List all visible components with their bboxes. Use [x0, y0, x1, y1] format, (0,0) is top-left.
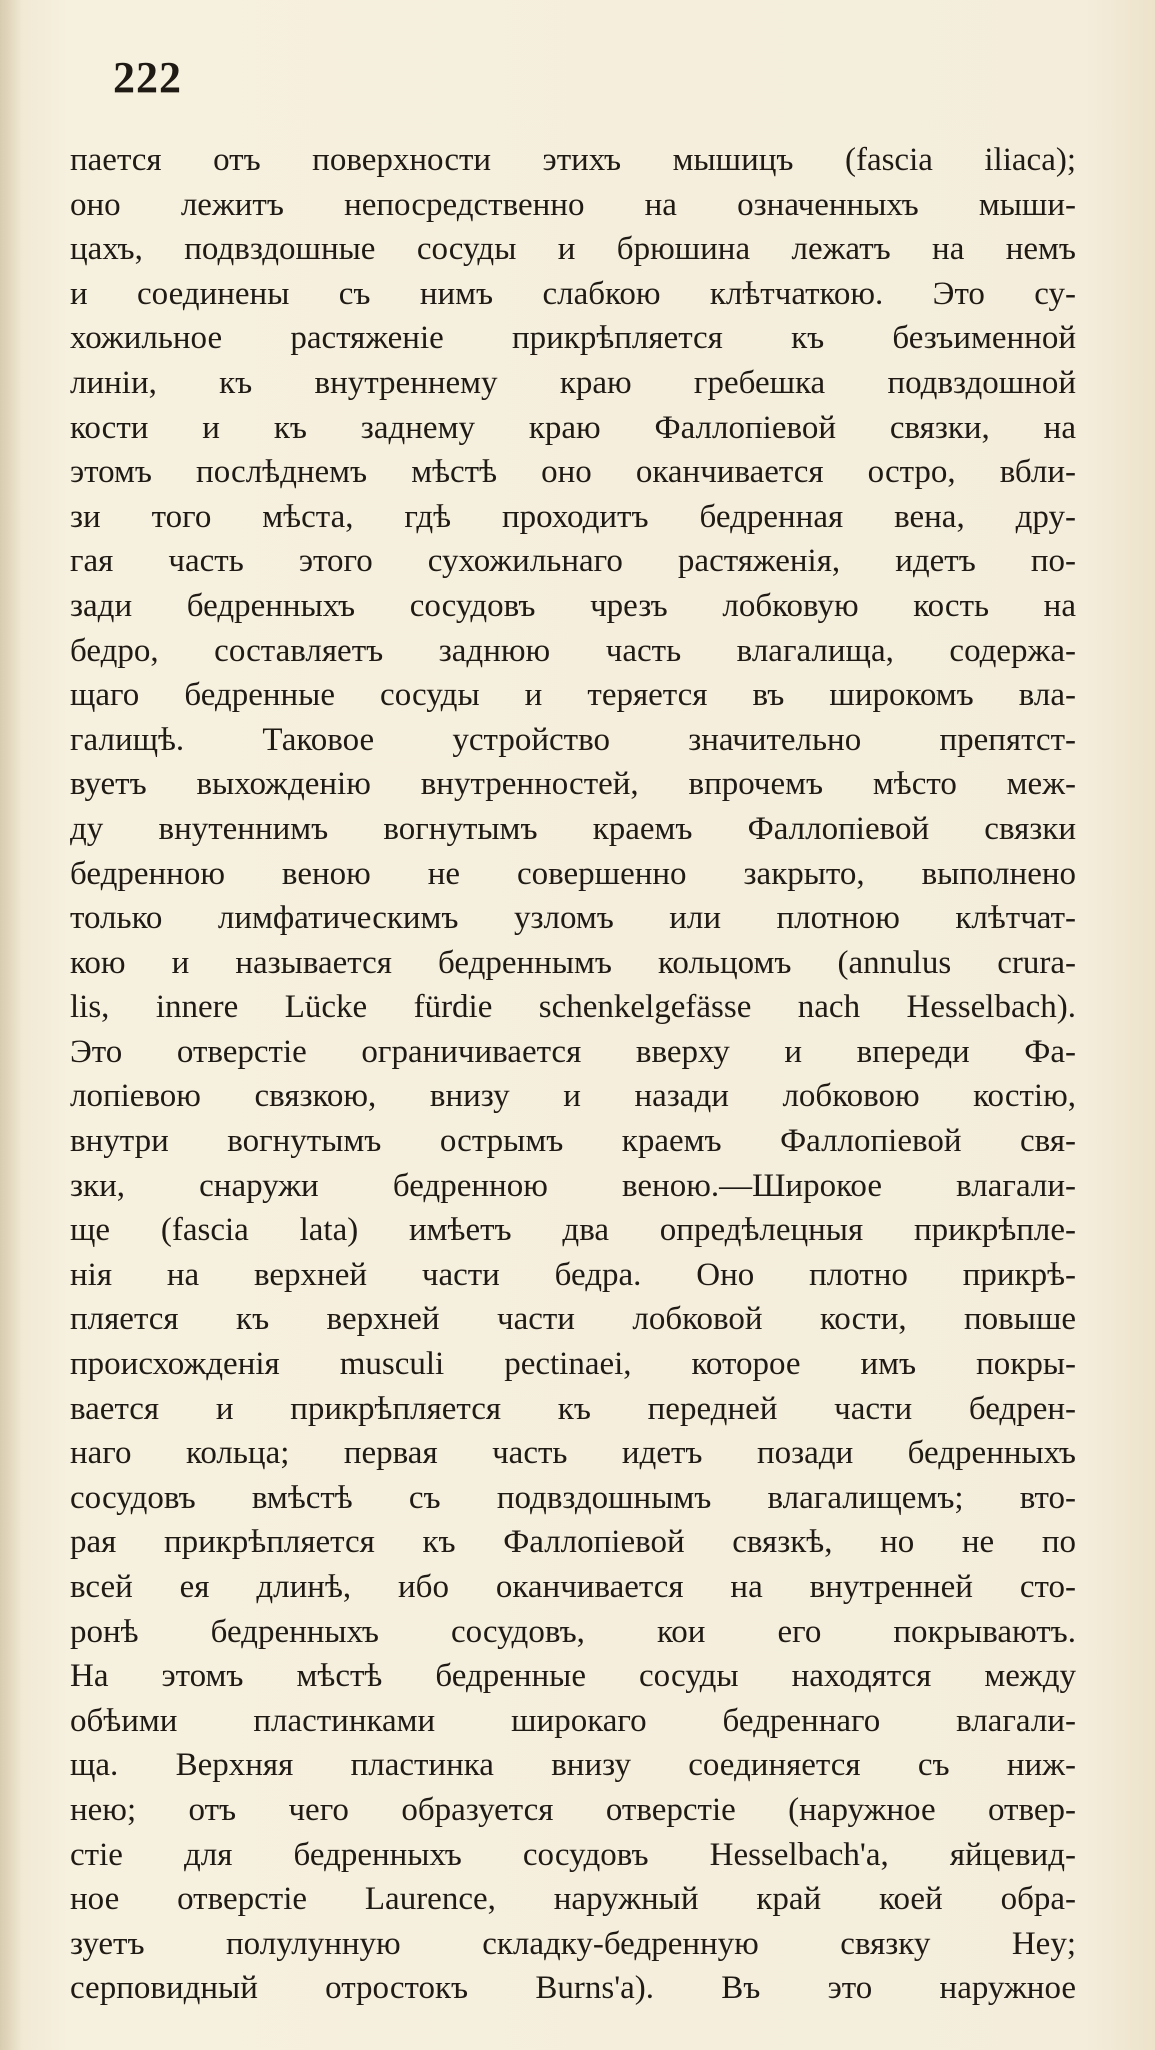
text-line: зи того мѣста, гдѣ проходитъ бедренная вена, дру- [70, 498, 1076, 535]
text-line: всей ея длинѣ, ибо оканчивается на внутренней сто- [70, 1569, 1076, 1605]
text-line: этомъ послѣднемъ мѣстѣ оно оканчивается остро, вбли- [70, 454, 1076, 491]
text-line: только лимфатическимъ узломъ или плотною клѣтчат- [70, 900, 1076, 937]
text-line: кою и называется бедреннымъ кольцомъ (annulus crura- [70, 944, 1076, 981]
text-line: вается и прикрѣпляется къ передней части бедрен- [70, 1390, 1076, 1427]
text-line: обѣими пластинками широкаго бедреннаго влагали- [70, 1702, 1076, 1739]
text-line: наго кольца; первая часть идетъ позади бедренныхъ [70, 1435, 1076, 1472]
text-line: нія на верхней части бедра. Оно плотно прикрѣ- [70, 1256, 1076, 1293]
text-line: сосудовъ вмѣстѣ съ подвздошнымъ влагалищемъ; вто- [70, 1479, 1076, 1516]
text-line: цахъ, подвздошные сосуды и брюшина лежатъ на немъ [70, 231, 1076, 268]
text-line: ное отверстіе Laurence, наружный край коей обра- [70, 1881, 1076, 1918]
text-line: линіи, къ внутреннему краю гребешка подвздошной [70, 364, 1076, 401]
text-line: происхожденія musculi pectinaei, которое имъ покры- [70, 1346, 1076, 1383]
text-line: серповидный отростокъ Burns'a). Въ это наружное [70, 1970, 1076, 2007]
text-line: зки, снаружи бедренною веною.—Широкое влагали- [70, 1167, 1076, 1204]
text-line: ще (fascia lata) имѣетъ два опредѣлецныя прикрѣпле- [70, 1212, 1076, 1249]
text-line: рая прикрѣпляется къ Фаллопіевой связкѣ, но не по [70, 1524, 1076, 1561]
text-line: гая часть этого сухожильнаго растяженія, идетъ по- [70, 543, 1076, 580]
text-line: ронѣ бедренныхъ сосудовъ, кои его покрываютъ. [70, 1613, 1076, 1650]
text-line: вуетъ выхожденію внутренностей, впрочемъ мѣсто меж- [70, 766, 1076, 803]
text-line: кости и къ заднему краю Фаллопіевой связки, на [70, 409, 1076, 446]
text-line: стіе для бедренныхъ сосудовъ Hesselbach'a, яйцевид- [70, 1836, 1076, 1873]
text-line: Это отверстіе ограничивается вверху и впереди Фа- [70, 1033, 1076, 1070]
text-line: зади бедренныхъ сосудовъ чрезъ лобковую кость на [70, 587, 1076, 624]
text-line: лопіевою связкою, внизу и назади лобковою костію, [70, 1078, 1076, 1115]
text-line: внутри вогнутымъ острымъ краемъ Фаллопіевой свя- [70, 1123, 1076, 1160]
page-edge-shadow [0, 0, 22, 2050]
text-line: нею; отъ чего образуется отверстіе (наружное отвер- [70, 1791, 1076, 1828]
text-line: ща. Верхняя пластинка внизу соединяется съ ниж- [70, 1747, 1076, 1784]
text-line: lis, innere Lücke fürdie schenkelgefässe nach Hesselbach). [70, 989, 1076, 1026]
text-line: пляется къ верхней части лобковой кости, повыше [70, 1301, 1076, 1338]
text-line: бедро, составляетъ заднюю часть влагалища, содержа- [70, 632, 1076, 669]
text-line: бедренною веною не совершенно закрыто, выполнено [70, 855, 1076, 892]
page-number: 222 [113, 53, 182, 102]
text-line: галищѣ. Таковое устройство значительно препятст- [70, 721, 1076, 758]
text-line: ду внутеннимъ вогнутымъ краемъ Фаллопіевой связки [70, 810, 1076, 847]
text-line: хожильное растяженіе прикрѣпляется къ безъименной [70, 320, 1076, 357]
text-line: и соединены съ нимъ слабкою клѣтчаткою. Это су- [70, 275, 1076, 312]
body-text [70, 138, 1076, 2011]
text-line: щаго бедренные сосуды и теряется въ широкомъ вла- [70, 677, 1076, 714]
text-line: На этомъ мѣстѣ бедренные сосуды находятся между [70, 1658, 1076, 1695]
text-line: зуетъ полулунную складку-бедренную связку Hey; [70, 1925, 1076, 1962]
text-line: пается отъ поверхности этихъ мышицъ (fascia iliaca); [70, 142, 1076, 178]
text-line: оно лежитъ непосредственно на означенныхъ мыши- [70, 186, 1076, 223]
